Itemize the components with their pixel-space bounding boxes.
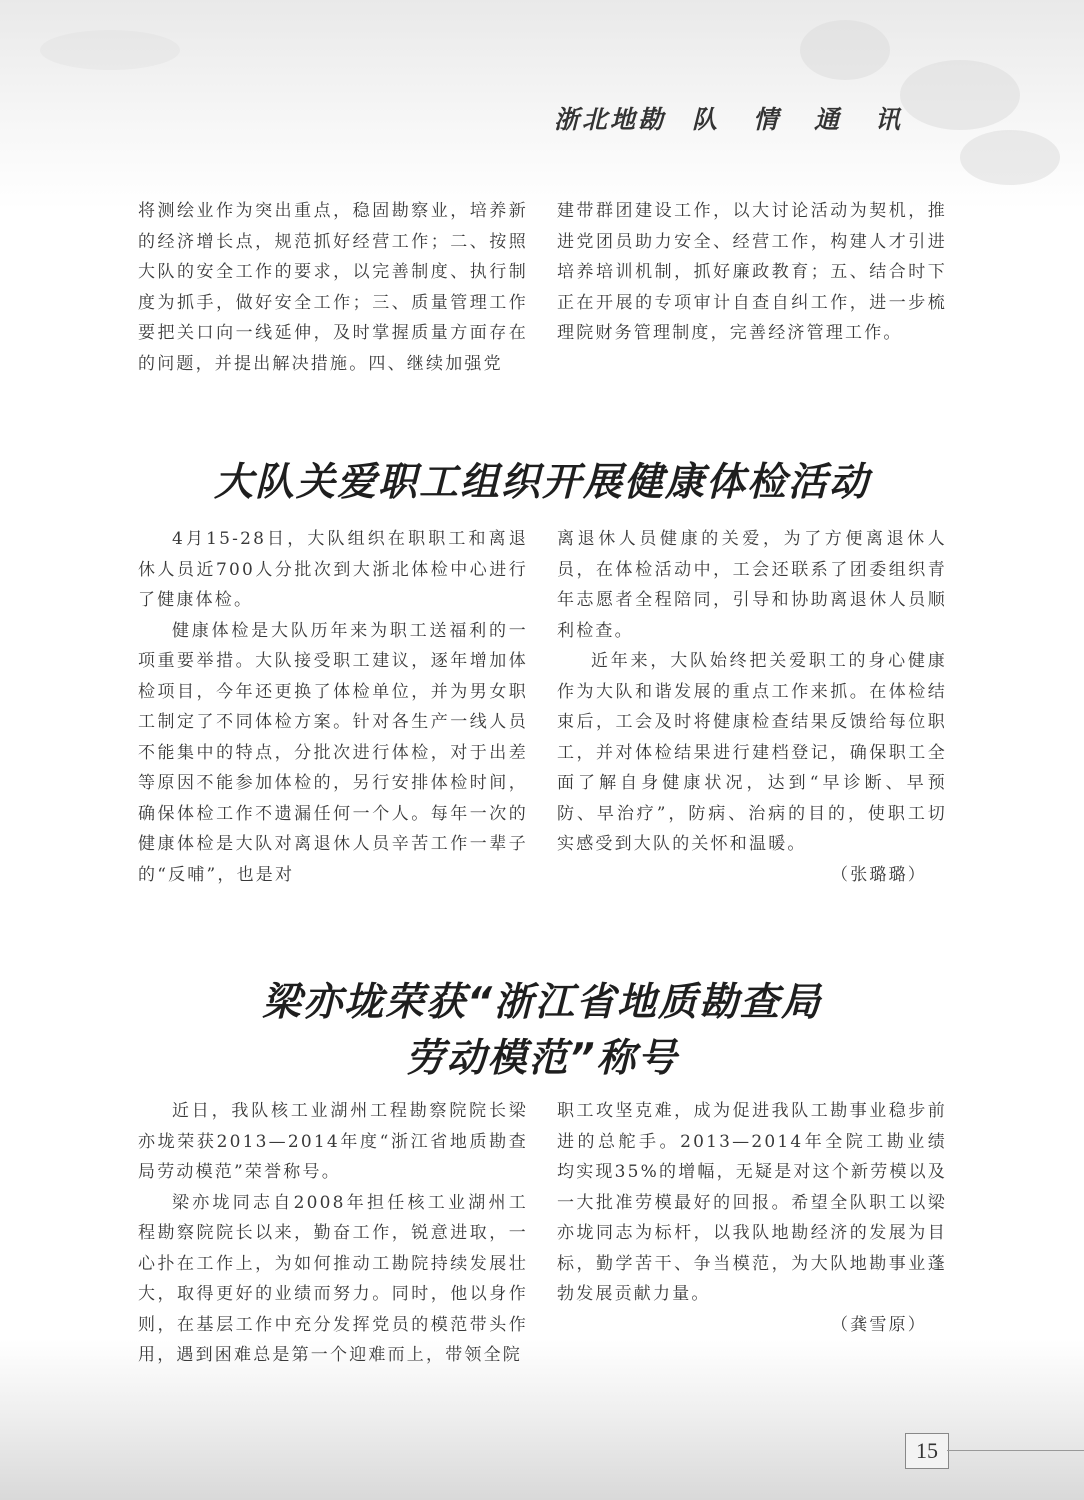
article2-left-paragraph-2: 梁亦垅同志自2008年担任核工业湖州工程勘察院院长以来，勤奋工作，锐意进取，一心扑在工作上，为如何推动工勘院持续发展壮大，取得更好的业绩而努力。同时，他以身作则，在基层工作中充分发挥党员的模范带头作用，遇到困难总是第一个迎难而上，带领全院 <box>138 1192 528 1365</box>
article2-author: （龚雪原） <box>831 1314 927 1335</box>
intro-left-column <box>138 196 528 379</box>
article1-title: 大队关爱职工组织开展健康体检活动 <box>213 460 870 505</box>
article1-right-column <box>557 524 947 890</box>
article1-right-paragraph-2: 近年来，大队始终把关爱职工的身心健康作为大队和谐发展的重点工作来抓。在体检结束后，工会及时将健康检查结果反馈给每位职工，并对体检结果进行建档登记，确保职工全面了解自身健康状况，达到“早诊断、早预防、早治疗”，防病、治病的目的，使职工切实感受到大队的关怀和温暖。 <box>557 651 947 854</box>
article1-right-paragraph-1: 离退休人员健康的关爱，为了方便离退休人员，在体检活动中，工会还联系了团委组织青年志愿者全程陪同，引导和协助离退休人员顺利检查。 <box>557 529 947 641</box>
article2-right-column <box>557 1096 947 1340</box>
article1-left-paragraph-1: 4月15-28日，大队组织在职职工和离退休人员近700人分批次到大浙北体检中心进行了健康体检。 <box>138 529 528 610</box>
running-header <box>554 100 936 136</box>
article2-right-paragraph-1: 职工攻坚克难，成为促进我队工勘事业稳步前进的总舵手。2013—2014年全院工勘业绩均实现35%的增幅，无疑是对这个新劳模以及一大批准劳模最好的回报。希望全队职工以梁亦垅同志为标杆，以我队地勘经济的发展为目标，勤学苦干、争当模范，为大队地勘事业蓬勃发展贡献力量。 <box>557 1101 947 1304</box>
article2-left-column <box>138 1096 528 1371</box>
article1-author: （张璐璐） <box>831 864 927 885</box>
article1-left-paragraph-2: 健康体检是大队历年来为职工送福利的一项重要举措。大队接受职工建议，逐年增加体检项目，今年还更换了体检单位，并为男女职工制定了不同体检方案。针对各生产一线人员不能集中的特点，分批次进行体检，对于出差等原因不能参加体检的，另行安排体检时间，确保体检工作不遗漏任何一个人。每年一次的健康体检是大队对离退休人员辛苦工作一辈子的“反哺”，也是对 <box>138 620 528 885</box>
article1-left-column <box>138 524 528 890</box>
leaf-decoration <box>800 20 890 80</box>
intro-left-text: 将测绘业作为突出重点，稳固勘察业，培养新的经济增长点，规范抓好经营工作；二、按照大队的安全工作的要求，以完善制度、执行制度为抓手，做好安全工作；三、质量管理工作要把关口向一线延伸，及时掌握质量方面存在的问题，并提出解决措施。四、继续加强党 <box>138 201 528 374</box>
article2-title-line-1: 梁亦垅荣获“浙江省地质勘查局 <box>261 980 823 1025</box>
page-number: 15 <box>905 1433 949 1469</box>
article2-title <box>0 975 1084 1087</box>
header-org: 浙北地勘 <box>553 105 666 134</box>
leaf-decoration <box>960 130 1060 185</box>
page-number-rule <box>947 1450 1084 1451</box>
article2-title-line-2: 劳动模范”称号 <box>405 1036 679 1081</box>
leaf-decoration <box>40 30 180 70</box>
intro-right-column <box>557 196 947 349</box>
intro-right-text: 建带群团建设工作，以大讨论活动为契机，推进党团员助力安全、经营工作，构建人才引进培养培训机制，抓好廉政教育；五、结合时下正在开展的专项审计自查自纠工作，进一步梳理院财务管理制度，完善经济管理工作。 <box>557 201 947 343</box>
header-publication: 队情通讯 <box>691 105 936 134</box>
article2-left-paragraph-1: 近日，我队核工业湖州工程勘察院院长梁亦垅荣获2013—2014年度“浙江省地质勘查局劳动模范”荣誉称号。 <box>138 1101 528 1182</box>
